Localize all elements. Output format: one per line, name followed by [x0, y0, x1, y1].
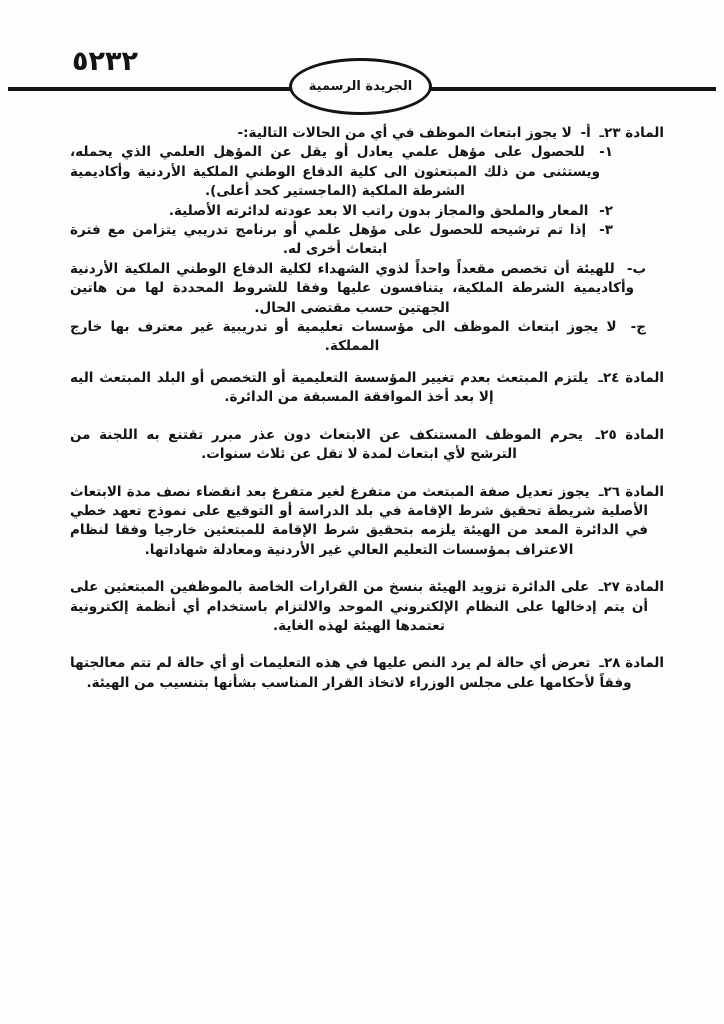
article-23-clause-a-label: أ- [580, 125, 591, 141]
article-25-label: المادة ٢٥ـ [595, 426, 664, 443]
article-23-item-1 [70, 143, 664, 201]
clause-c-marker: ج- [630, 319, 646, 336]
article-28 [70, 654, 664, 693]
item-3-marker: ٣- [599, 222, 614, 239]
article-23-clause-c [70, 318, 664, 357]
article-26 [70, 483, 664, 561]
article-24-text: يلتزم المبتعث بعدم تغيير المؤسسة التعليمية أو التخصص أو البلد المبتعث اليه إلا بعد أخذ الموافقة المسبقة من الدائرة. [70, 369, 589, 406]
article-26-text: يجوز تعديل صفة المبتعث من متفرغ لغير متفرغ بعد انقضاء نصف مدة الابتعاث الأصلية شريطة تحقيق شرط الإقامة في بلد الدراسة أو التوقيع على نموذج تعهد خطي في الدائرة المعد من الهيئة يلزمه بتحقيق شرط الإقامة للمبتعثين خارجيا وفقا لنظام الاعتراف بمؤسسات التعليم العالي غير الأردنية ومعادلة شهاداتها. [70, 483, 648, 558]
clause-c-text: لا يجوز ابتعاث الموظف الى مؤسسات تعليمية أو تدريبية غير معترف بها خارج المملكة. [70, 319, 617, 355]
article-25 [70, 426, 664, 465]
document-body [70, 124, 664, 693]
article-23-label: المادة ٢٣ـ [599, 125, 664, 141]
page-number: ٥٢٣٢ [72, 46, 138, 77]
article-26-label: المادة ٢٦ـ [598, 483, 664, 500]
item-2-text: المعار والملحق والمجاز بدون راتب الا بعد عودته لدائرته الأصلية. [168, 202, 589, 219]
item-3-text: إذا تم ترشيحه للحصول على مؤهل علمي أو برنامج تدريبي يتزامن مع فترة ابتعاث أخرى له. [70, 222, 587, 258]
article-28-text: تعرض أي حالة لم يرد النص عليها في هذه التعليمات أو أي حالة لم تتم معالجتها وفقاً لأحكامها على مجلس الوزراء لاتخاذ القرار المناسب بشأنها بتنسيب من الهيئة. [70, 655, 632, 691]
article-23-clause-b [70, 260, 664, 318]
article-27 [70, 578, 664, 636]
article-23-item-3 [70, 221, 664, 260]
article-24 [70, 369, 664, 408]
article-23-heading [70, 124, 664, 143]
article-28-label: المادة ٢٨ـ [599, 655, 664, 672]
gazette-title: الجريدة الرسمية [308, 79, 413, 94]
gazette-seal [289, 58, 432, 115]
item-2-marker: ٢- [599, 202, 613, 219]
article-27-text: على الدائرة تزويد الهيئة بنسخ من القرارات الخاصة بالموظفين المبتعثين على أن يتم إدخالها على النظام الإلكتروني الموحد والالتزام باستخدام أي أنظمة إلكترونية تعتمدها الهيئة لهذه الغاية. [70, 579, 648, 634]
article-23-clause-a-text: لا يجوز ابتعاث الموظف في أي من الحالات التالية:- [237, 125, 572, 141]
article-27-label: المادة ٢٧ـ [598, 579, 664, 596]
item-1-marker: ١- [599, 144, 613, 161]
article-24-label: المادة ٢٤ـ [598, 369, 665, 386]
item-1-text: للحصول على مؤهل علمي يعادل أو يقل عن المؤهل العلمي الذي يحمله، ويستثنى من ذلك المبتعثون الى كلية الدفاع الوطني الملكية الأردنية وأكاديمية الشرطة الملكية (الماجستير كحد أعلى). [70, 144, 600, 200]
article-25-text: يحرم الموظف المستنكف عن الابتعاث دون عذر مبرر تقتنع به اللجنة من الترشح لأي ابتعاث لمدة لا تقل عن ثلاث سنوات. [70, 426, 583, 463]
clause-b-marker: ب- [626, 260, 647, 277]
article-23-item-2 [70, 202, 664, 221]
clause-b-text: للهيئة أن تخصص مقعداً واحداً لذوي الشهداء لكلية الدفاع الوطني الملكية الأردنية وأكاديمية الشرطة الملكية، يتنافسون عليها وفقا للشروط المحددة لها من هاتين الجهتين حسب مقتضى الحال. [70, 260, 634, 316]
